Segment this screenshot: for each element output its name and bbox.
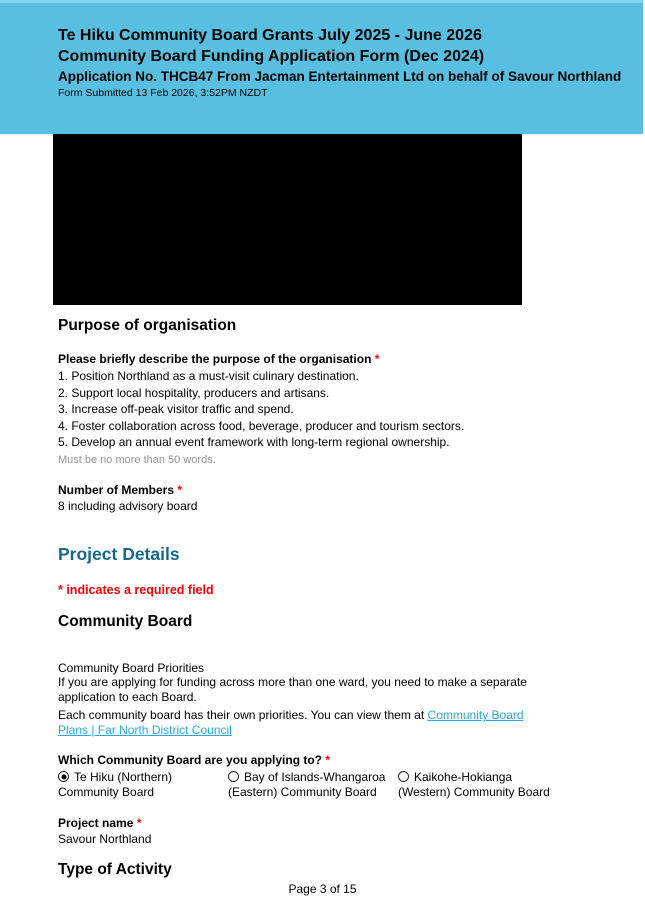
- purpose-answer-line: 2. Support local hospitality, producers and artisans.: [58, 385, 330, 400]
- community-board-heading: Community Board: [58, 612, 193, 630]
- type-of-activity-heading: Type of Activity: [58, 861, 172, 878]
- required-asterisk: *: [136, 816, 142, 830]
- radio-icon[interactable]: [228, 771, 239, 782]
- radio-icon[interactable]: [58, 771, 69, 782]
- members-value: 8 including advisory board: [58, 498, 198, 513]
- purpose-answer-line: 1. Position Northland as a must-visit culinary destination.: [58, 369, 359, 383]
- purpose-section-heading: Purpose of organisation: [58, 317, 237, 334]
- purpose-answer-line: 4. Foster collaboration across food, beverage, producer and tourism sectors.: [58, 418, 465, 433]
- required-field-note: * indicates a required field: [58, 582, 214, 597]
- required-asterisk: *: [325, 753, 331, 767]
- application-number-line: Application No. THCB47 From Jacman Entertainment Ltd on behalf of Savour Northland: [58, 69, 622, 84]
- project-name-label-text: Project name: [58, 816, 134, 830]
- radio-label: Kaikohe-Hokianga (Western) Community Board: [398, 770, 550, 799]
- board-question-text: Which Community Board are you applying to?: [58, 753, 323, 767]
- radio-option-kaikohe-hokianga[interactable]: [398, 770, 558, 799]
- radio-option-bay-of-islands[interactable]: [228, 770, 398, 799]
- purpose-question-label: [58, 352, 585, 367]
- purpose-question-text: Please briefly describe the purpose of the organisation: [58, 352, 372, 366]
- purpose-answer-line: 5. Develop an annual event framework with long-term regional ownership.: [58, 435, 450, 449]
- form-header: [0, 0, 643, 134]
- page-number: Page 3 of 15: [288, 882, 357, 896]
- required-asterisk: *: [177, 482, 183, 497]
- radio-label: Bay of Islands-Whangaroa (Eastern) Community Board: [228, 770, 386, 799]
- radio-icon[interactable]: [398, 771, 409, 782]
- priorities-line2: [58, 708, 555, 737]
- form-content: [0, 317, 645, 879]
- members-label: [58, 483, 585, 498]
- purpose-answer: [58, 368, 585, 451]
- priorities-block: [58, 661, 585, 738]
- redacted-image-block: [53, 134, 522, 305]
- page-footer: [0, 882, 645, 896]
- board-question-label: [58, 753, 585, 768]
- radio-option-te-hiku[interactable]: [58, 770, 228, 799]
- required-asterisk: *: [374, 352, 380, 366]
- priorities-line2-text: Each community board has their own priorities. You can view them at: [58, 708, 428, 722]
- form-submitted-timestamp: Form Submitted 13 Feb 2026, 3:52PM NZDT: [58, 87, 268, 99]
- project-details-heading: Project Details: [58, 543, 180, 564]
- priorities-line1: If you are applying for funding across more than one ward, you need to make a separate application to each Board.: [58, 675, 527, 704]
- project-name-value: Savour Northland: [58, 832, 152, 846]
- form-title-line1: Te Hiku Community Board Grants July 2025 - June 2026: [58, 27, 482, 44]
- purpose-answer-line: 3. Increase off-peak visitor traffic and spend.: [58, 402, 294, 416]
- board-radio-group: [58, 770, 585, 799]
- project-name-label: [58, 816, 585, 831]
- radio-label: Te Hiku (Northern) Community Board: [58, 770, 173, 799]
- word-limit-hint: Must be no more than 50 words.: [58, 453, 216, 466]
- members-label-text: Number of Members: [58, 482, 175, 497]
- form-title-line2: Community Board Funding Application Form (Dec 2024): [58, 48, 485, 65]
- community-board-plans-link[interactable]: Community Board Plans | Far North District Council: [58, 708, 524, 737]
- priorities-title: Community Board Priorities: [58, 660, 205, 675]
